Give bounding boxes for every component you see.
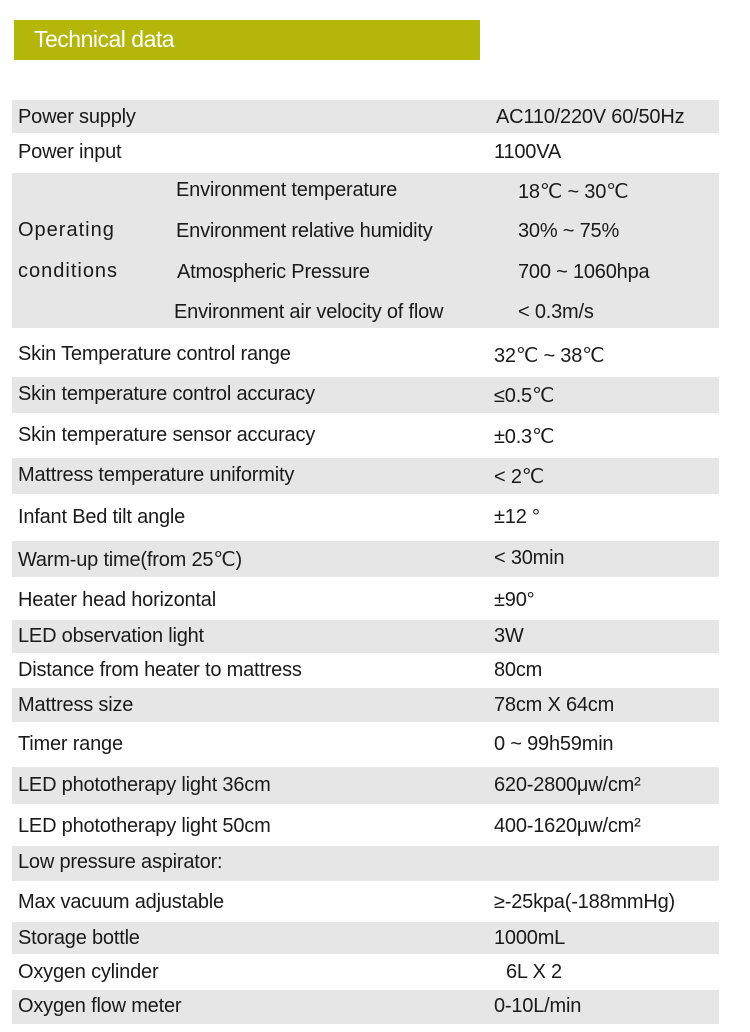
operating-item-label: Environment temperature <box>176 179 398 201</box>
spec-row <box>12 541 719 577</box>
spec-value: 78cm X 64cm <box>494 694 615 716</box>
spec-value: < 30min <box>494 547 565 569</box>
spec-value: 0 ~ 99h59min <box>494 733 614 755</box>
spec-label: Low pressure aspirator: <box>18 851 223 873</box>
operating-item-value: 18℃ ~ 30℃ <box>518 181 629 203</box>
operating-item-value: 30% ~ 75% <box>518 220 620 242</box>
spec-row <box>12 688 719 722</box>
spec-value: 32℃ ~ 38℃ <box>494 345 605 367</box>
spec-label: Oxygen flow meter <box>18 995 182 1017</box>
spec-value: ±90° <box>494 589 535 611</box>
spec-label: Mattress temperature uniformity <box>18 464 295 486</box>
operating-item-value: 700 ~ 1060hpa <box>518 261 650 283</box>
spec-row <box>12 377 719 413</box>
spec-label: Distance from heater to mattress <box>18 659 302 681</box>
spec-value: 0-10L/min <box>494 995 582 1017</box>
spec-value: ±0.3℃ <box>494 426 555 448</box>
spec-value: 6L X 2 <box>506 961 562 983</box>
spec-row <box>12 100 719 133</box>
spec-label: Infant Bed tilt angle <box>18 506 186 528</box>
spec-row <box>12 922 719 954</box>
spec-label: Skin temperature control accuracy <box>18 383 315 405</box>
spec-label: Mattress size <box>18 694 134 716</box>
spec-row <box>12 956 719 990</box>
spec-value: 1000mL <box>494 927 566 949</box>
section-header <box>14 20 480 60</box>
spec-row <box>12 884 719 922</box>
spec-value: < 2℃ <box>494 466 545 488</box>
operating-label-line2: conditions <box>18 260 119 282</box>
spec-row <box>12 620 719 653</box>
spec-row <box>12 726 719 764</box>
spec-label: Skin Temperature control range <box>18 343 291 365</box>
spec-label: Warm-up time(from 25℃) <box>18 549 243 571</box>
operating-item-label: Atmospheric Pressure <box>177 261 370 283</box>
spec-label: LED phototherapy light 36cm <box>18 774 271 796</box>
spec-row <box>12 417 719 455</box>
spec-label: Storage bottle <box>18 927 140 949</box>
spec-value: ≥-25kpa(-188mmHg) <box>494 891 675 913</box>
spec-label: Oxygen cylinder <box>18 961 159 983</box>
spec-value: 400-1620μw/cm² <box>494 815 641 837</box>
spec-value: 80cm <box>494 659 543 681</box>
operating-label-line1: Operating <box>18 219 115 241</box>
operating-item-label: Environment air velocity of flow <box>174 301 444 323</box>
spec-value: ±12 ° <box>494 506 540 528</box>
spec-row <box>12 846 719 881</box>
spec-value: 1100VA <box>494 141 562 163</box>
spec-row <box>12 654 719 688</box>
operating-item-label: Environment relative humidity <box>176 220 433 242</box>
spec-row <box>12 582 719 618</box>
operating-conditions-block <box>12 173 719 328</box>
spec-row <box>12 808 719 846</box>
spec-label: Power input <box>18 141 122 163</box>
spec-row <box>12 458 719 494</box>
spec-value: ≤0.5℃ <box>494 385 555 407</box>
spec-row <box>12 134 719 172</box>
operating-item-value: < 0.3m/s <box>518 301 594 323</box>
spec-label: LED phototherapy light 50cm <box>18 815 271 837</box>
spec-label: LED observation light <box>18 625 204 647</box>
spec-label: Timer range <box>18 733 123 755</box>
spec-value: 3W <box>494 625 524 647</box>
spec-label: Skin temperature sensor accuracy <box>18 424 316 446</box>
spec-value: 620-2800μw/cm² <box>494 774 641 796</box>
section-title: Technical data <box>34 26 175 52</box>
spec-label: Power supply <box>18 106 136 128</box>
spec-row <box>12 990 719 1024</box>
spec-row <box>12 767 719 804</box>
spec-label: Heater head horizontal <box>18 589 216 611</box>
spec-label: Max vacuum adjustable <box>18 891 224 913</box>
spec-row <box>12 499 719 537</box>
spec-row <box>12 336 719 374</box>
spec-value: AC110/220V 60/50Hz <box>496 106 685 128</box>
